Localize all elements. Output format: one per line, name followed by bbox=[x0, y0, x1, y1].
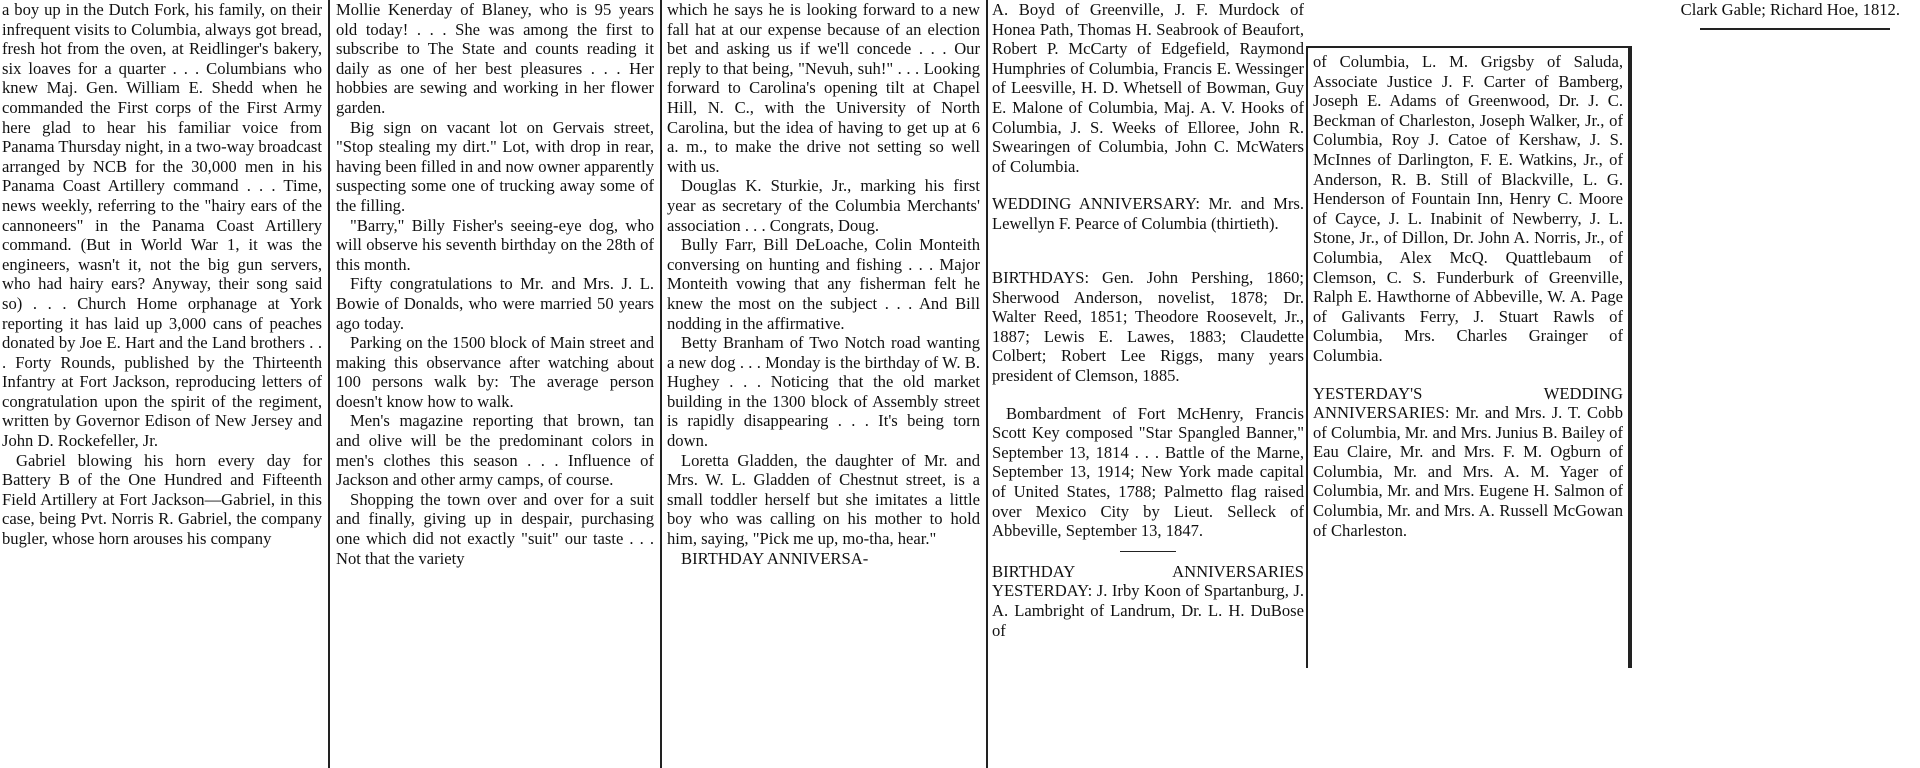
column-rule bbox=[328, 0, 330, 768]
paragraph: Gabriel blowing his horn every day for Battery B of the One Hundred and Fifteenth Field Artillery at Fort Jackson—Gabriel, in this case, being Pvt. Norris R. Gabriel, the company bugler, whose horn arouses his company bbox=[2, 450, 322, 549]
birthdays-item: BIRTHDAYS: Gen. John Pershing, 1860; Sherwood Anderson, novelist, 1878; Dr. Walter Reed, 1851; Theodore Roosevelt, Jr., 1887; Lewis E. Lawes, 1883; Claudette Colbert; Robert Lee Riggs, many years president of Clemson, 1885. bbox=[992, 268, 1304, 385]
paragraph: Big sign on vacant lot on Gervais street, "Stop stealing my dirt." Lot, with drop in rear, having been filled in and now owner apparently suspecting some one of trucking away some of the filling. bbox=[336, 117, 654, 215]
paragraph: "Barry," Billy Fisher's seeing-eye dog, who will observe his seventh birthday on the 28th of this month. bbox=[336, 215, 654, 274]
paragraph: Mollie Kenerday of Blaney, who is 95 years old today! . . . She was among the first to subscribe to The State and counts reading it daily as one of her best pleasures . . . Her hobbies are sewing and working in her flower garden. bbox=[336, 0, 654, 117]
column-rule bbox=[986, 0, 988, 768]
article-column-4-bottom bbox=[992, 268, 1304, 768]
article-column-2 bbox=[336, 0, 654, 768]
paragraph: Parking on the 1500 block of Main street and making this observance after watching about 100 persons walk by: The average person doesn't know how to walk. bbox=[336, 333, 654, 411]
birthday-anniversaries-item: BIRTHDAY ANNIVERSARIES YESTERDAY: J. Irby Koon of Spartanburg, J. A. Lambright of Landrum, Dr. L. H. DuBose of bbox=[992, 561, 1304, 640]
column-rule bbox=[1306, 46, 1308, 668]
paragraph: Loretta Gladden, the daughter of Mr. and Mrs. W. L. Gladden of Chestnut street, is a small toddler herself but she imitates a little boy who was calling on his mother to hold him, saying, "Pick me up, mo-tha, hear." bbox=[667, 450, 980, 549]
paragraph: which he says he is looking forward to a new fall hat at our expense because of an election bet and asking us if we'll concede . . . Our reply to that being, "Nevuh, suh!" . . . Looking forward to Carolina's opening tilt at Chapel Hill, N. C., with the University of North Carolina, but the idea of having to get up at 6 a. m., to make the drive not setting so well with us. bbox=[667, 0, 980, 176]
paragraph: of Columbia, L. M. Grigsby of Saluda, Associate Justice J. F. Carter of Bamberg, Joseph E. Adams of Greenwood, Dr. J. C. Beckman of Charleston, Joseph Walker, Jr., of Columbia, Roy J. Catoe of Kershaw, J. S. McInnes of Darlington, F. E. Watkins, Jr., of Anderson, R. B. Still of Blackville, L. G. Henderson of Fountain Inn, Henry C. Moore of Cayce, J. L. Inabinit of Newberry, J. L. Stone, Jr., of Dillon, Dr. John A. Norris, Jr., of Columbia, Alex McQ. Quattlebaum of Clemson, C. S. Funderburk of Greenville, Ralph E. Hawthorne of Abbeville, W. A. Page of Galivants Ferry, J. Stuart Rawls of Columbia, Mrs. Charles Grainger of Columbia. bbox=[1313, 52, 1623, 365]
paragraph: a boy up in the Dutch Fork, his family, on their infrequent visits to Columbia, always got bread, fresh hot from the oven, at Reidlinger's bakery, six loaves for a quarter . . . Columbians who knew Maj. Gen. William E. Shedd when he commanded the First corps of the First Army here glad to hear his familiar voice from Panama Thursday night, in a two-way broadcast arranged by NCB for the 30,000 men in his Panama Coast Artillery command . . . Time, news weekly, referring to the "hairy ears of the cannoneers" in the Panama Coast Artillery command. (But in World War 1, it was the engineers, wasn't it, not the big gun servers, who had hairy ears? Anyway, their song said so) . . . Church Home orphanage at York reporting it has laid up 3,000 cans of peaches donated by Joe E. Hart and the Land brothers . . . Forty Rounds, published by the Thirteenth Infantry at Fort Jackson, reproducing letters of congratulation upon the spirit of the regiment, written by Governor Edison of New Jersey and John D. Rockefeller, Jr. bbox=[2, 0, 322, 451]
paragraph: Shopping the town over and over for a suit and finally, giving up in despair, purchasing one which did not exactly "suit" our taste . . . Not that the variety bbox=[336, 489, 654, 568]
column-rule-heavy bbox=[1628, 46, 1632, 668]
paragraph: Bombardment of Fort McHenry, Francis Scott Key composed "Star Spangled Banner," September 13, 1814 . . . Battle of the Marne, September 13, 1914; New York made capital of United States, 1788; Palmetto flag raised over Mexico City by Lieut. Selleck of Abbeville, September 13, 1847. bbox=[992, 403, 1304, 541]
wedding-anniversary-item: WEDDING ANNIVERSARY: Mr. and Mrs. Lewellyn F. Pearce of Columbia (thirtieth). bbox=[992, 194, 1304, 233]
paragraph: Bully Farr, Bill DeLoache, Colin Monteith conversing on hunting and fishing . . . Major Monteith vowing that any fisherman felt he knew the most on the subject . . . And Bill nodding in the affirmative. bbox=[667, 235, 980, 333]
box-top-rule bbox=[1306, 46, 1632, 48]
paragraph: Men's magazine reporting that brown, tan and olive will be the predominant colors in men's clothes this season . . . Influence of Jackson and other army camps, of course. bbox=[336, 411, 654, 490]
section-heading: BIRTHDAY ANNIVERSA- bbox=[681, 548, 869, 568]
article-column-4-top bbox=[992, 0, 1304, 240]
paragraph: Fifty congratulations to Mr. and Mrs. J. L. Bowie of Donalds, who were married 50 years ago today. bbox=[336, 274, 654, 333]
header-fragment: Clark Gable; Richard Hoe, 1812. bbox=[1680, 0, 1900, 19]
article-column-1 bbox=[2, 0, 322, 768]
paragraph: A. Boyd of Greenville, J. F. Murdock of Honea Path, Thomas H. Seabrook of Beaufort, Robert P. McCarty of Edgefield, Raymond Humphries of Columbia, Francis E. Wessinger of Leesville, H. D. Whetsell of Bowman, Guy E. Malone of Columbia, Maj. A. V. Hooks of Columbia, J. S. Weeks of Elloree, John R. Swearingen of Columbia, John C. McWaters of Columbia. bbox=[992, 0, 1304, 176]
article-column-3 bbox=[667, 0, 980, 768]
section-divider bbox=[1120, 551, 1176, 552]
paragraph: Douglas K. Sturkie, Jr., marking his first year as secretary of the Columbia Merchants' association . . . Congrats, Doug. bbox=[667, 176, 980, 235]
boxed-column bbox=[1313, 52, 1623, 672]
wedding-anniversaries-item: YESTERDAY'S WEDDING ANNIVERSARIES: Mr. and Mrs. J. T. Cobb of Columbia, Mr. and Mrs. Junius B. Bailey of Eau Claire, Mr. and Mrs. F. M. Ogburn of Columbia, Mr. and Mrs. A. M. Yager of Columbia, Mr. and Mrs. Eugene H. Salmon of Columbia, Mr. and Mrs. A. Russell McGowan of Charleston. bbox=[1313, 383, 1623, 540]
paragraph: Betty Branham of Two Notch road wanting a new dog . . . Monday is the birthday of W. B. Hughey . . . Noticing that the old market building in the 1300 block of Assembly street is rapidly disappearing . . . It's being torn down. bbox=[667, 333, 980, 451]
column-rule bbox=[660, 0, 662, 768]
